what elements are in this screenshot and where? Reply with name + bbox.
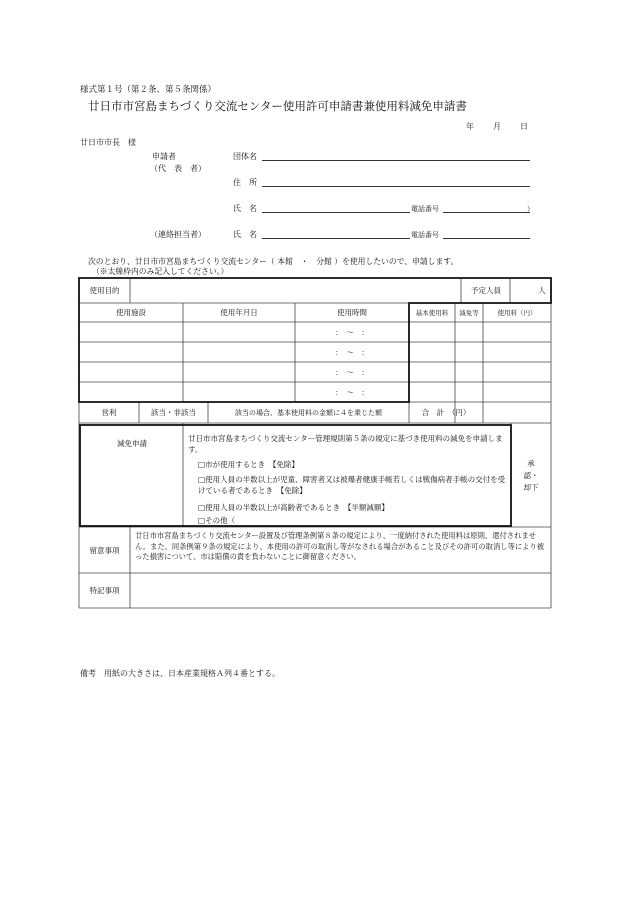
phone-label: 電話番号 bbox=[411, 205, 439, 213]
time-slot-3[interactable]: ： 〜 ： bbox=[335, 367, 369, 377]
reduction-text: 廿日市市宮島まちづくり交流センター管理規則第５条の規定に基づき使用料の減免を申請します。 bbox=[188, 434, 503, 454]
contact-name-field[interactable] bbox=[262, 237, 410, 239]
date-header: 使用年月日 bbox=[220, 308, 258, 317]
org-name-field[interactable] bbox=[262, 159, 530, 161]
special-label: 特記事項 bbox=[89, 586, 120, 595]
intro-text: 次のとおり、廿日市市宮島まちづくり交流センター（ 本館 ・ 分館 ）を使用したいので、申請します。 bbox=[88, 257, 459, 266]
name-field[interactable] bbox=[262, 211, 410, 213]
date-month: 月 bbox=[493, 122, 501, 131]
reduction-option-elderly[interactable]: □使用人員の半数以上が高齢者であるとき 【半額減額】 bbox=[198, 503, 389, 512]
contact-label: （連絡担当者） bbox=[150, 230, 206, 239]
phone-field[interactable] bbox=[443, 211, 530, 213]
base-fee-header: 基本使用料 bbox=[415, 309, 449, 317]
special-field[interactable] bbox=[131, 574, 550, 607]
remarks-label: 留意事項 bbox=[89, 545, 120, 555]
total-label: 合 計 （円） bbox=[421, 408, 471, 417]
contact-name-label: 氏 名 bbox=[233, 230, 257, 239]
purpose-label: 使用目的 bbox=[89, 286, 120, 295]
reduction-label: 減免申請 bbox=[117, 438, 147, 448]
contact-phone-label: 電話番号 bbox=[411, 231, 439, 239]
commercial-choice[interactable]: 該当・非該当 bbox=[151, 408, 196, 417]
commercial-label: 営利 bbox=[101, 408, 117, 417]
addressee: 廿日市市長 様 bbox=[80, 138, 136, 147]
remarks-text: 廿日市市宮島まちづくり交流センター設置及び管理条例第８条の規定により、一度納付された使用料は原則、還付されません。また、同条例第９条の規定により、本使用の許可の取消し等がなされる場合があること及びその許可の取消し等により被った損害について、市は賠償の責を負わないことに御留意ください。 bbox=[135, 531, 545, 561]
representative-label: （代 表 者） bbox=[150, 164, 206, 173]
reduction-option-other[interactable]: □その他（ bbox=[198, 516, 236, 525]
date-day: 日 bbox=[520, 122, 528, 131]
contact-phone-field[interactable] bbox=[443, 237, 530, 239]
people-unit: 人 bbox=[538, 286, 546, 295]
purpose-field[interactable] bbox=[131, 279, 460, 302]
time-slot-4[interactable]: ： 〜 ： bbox=[335, 387, 369, 397]
reduction-header: 減免等 bbox=[459, 309, 479, 317]
date-year: 年 bbox=[466, 122, 474, 131]
phone-close: ） bbox=[527, 205, 534, 213]
applicant-label: 申請者 bbox=[152, 152, 176, 161]
page-title: 廿日市市宮島まちづくり交流センター使用許可申請書兼使用料減免申請書 bbox=[88, 99, 467, 113]
form-number: 様式第１号（第２条、第５条関係） bbox=[80, 85, 217, 95]
reduction-option-children[interactable]: □使用人員の半数以上が児童、障害者又は被爆者健康手帳若しくは戦傷病者手帳の交付を受けている者であるとき 【免除】 bbox=[198, 475, 506, 495]
address-label: 住 所 bbox=[233, 178, 257, 187]
time-slot-2[interactable]: ： 〜 ： bbox=[335, 347, 369, 357]
note-text: （※太線枠内のみ記入してください。） bbox=[92, 267, 229, 276]
reduction-option-city[interactable]: □市が使用するとき 【免除】 bbox=[198, 460, 299, 469]
facility-header: 使用施設 bbox=[116, 308, 146, 317]
commercial-note: 該当の場合、基本使用料の金額に４を乗じた額 bbox=[235, 408, 382, 417]
expected-people-label: 予定人員 bbox=[471, 285, 501, 295]
time-slot-1[interactable]: ： 〜 ： bbox=[335, 327, 369, 337]
fee-header: 使用料（円） bbox=[497, 309, 537, 317]
footer-note: 備考 用紙の大きさは、日本産業規格Ａ列４番とする。 bbox=[80, 669, 280, 678]
org-name-label: 団体名 bbox=[233, 152, 257, 161]
name-label: 氏 名 bbox=[233, 204, 257, 213]
address-field[interactable] bbox=[262, 185, 530, 187]
time-header: 使用時間 bbox=[337, 308, 367, 317]
approval-status: 承認・却下 bbox=[523, 459, 539, 492]
